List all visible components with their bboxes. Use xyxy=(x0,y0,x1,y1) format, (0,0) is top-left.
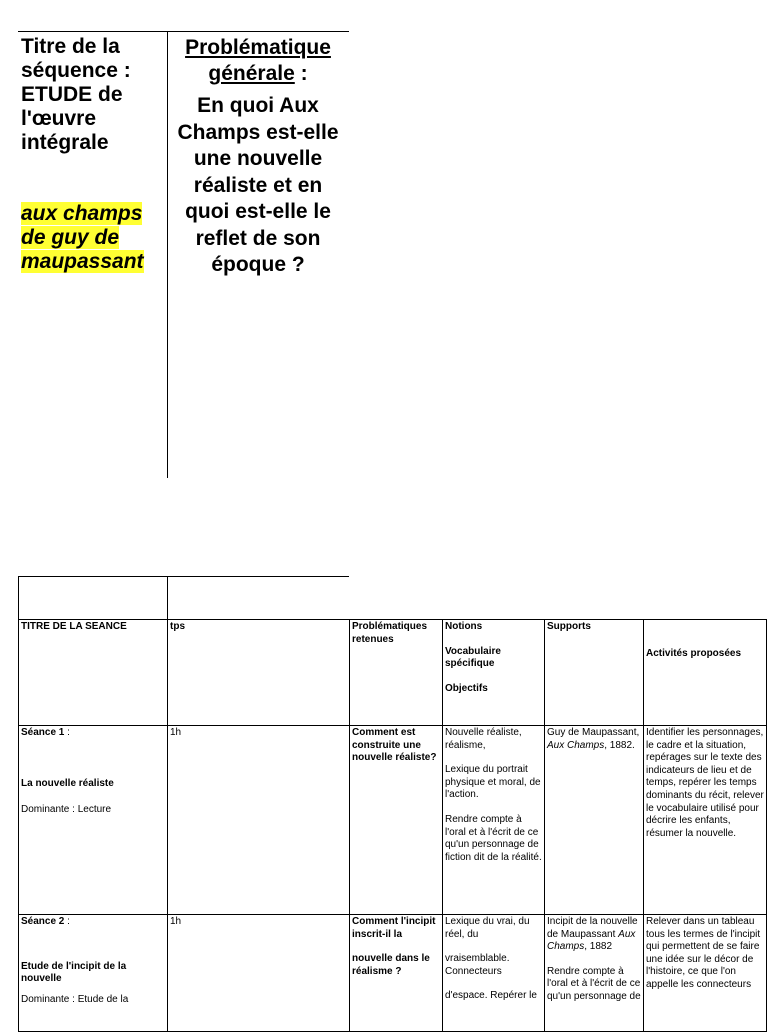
sequence-title: Titre de la séquence : ETUDE de l'œuvre intégrale xyxy=(21,35,131,154)
work-title-highlight: aux champs de guy de maupassant xyxy=(21,202,144,273)
supports-text: Guy de Maupassant, xyxy=(547,727,640,738)
supports-text: , 1882. xyxy=(604,739,635,751)
header-notions-cell xyxy=(443,620,545,726)
problematique-cell: Comment est construite une nouvelle réaliste? xyxy=(350,726,443,915)
activites-cell: Identifier les personnages, le cadre et la situation, repérages sur le texte des indicateurs de lieu et de temps, repérer les temps dominants du récit, relever le vocabulaire utilisé pour décrire les enfants, résumer la nouvelle. xyxy=(644,726,767,915)
header-tps: tps xyxy=(168,620,350,726)
tps-cell: 1h xyxy=(168,915,350,1032)
blank-cell-mid-border xyxy=(167,576,168,620)
problematique-text: Comment l'incipit inscrit-il la xyxy=(352,916,436,940)
table-row xyxy=(19,726,767,915)
notions-text: Rendre compte à l'oral et à l'écrit de ce qu'un personnage de fiction dit de la réalité. xyxy=(445,813,542,863)
problematique-block xyxy=(171,35,345,279)
supports-text: Rendre compte à l'oral et à l'écrit de ce qu'un personnage de xyxy=(547,965,641,1002)
seance-title: Etude de l'incipit de la nouvelle xyxy=(21,960,127,985)
notions-text: Lexique du vrai, du réel, du xyxy=(445,916,530,940)
seance-colon: : xyxy=(64,916,70,927)
notions-text: vraisemblable. Connecteurs xyxy=(445,953,510,977)
seance-colon: : xyxy=(64,727,70,738)
blank-cell-left-border xyxy=(18,576,19,620)
header-problematiques: Problématiques retenues xyxy=(350,620,443,726)
supports-cell xyxy=(545,915,644,1032)
problematique-heading-line xyxy=(171,35,345,87)
header-objectifs: Objectifs xyxy=(445,682,488,694)
seance-dominante: Dominante : Etude de la xyxy=(21,993,129,1005)
activites-cell: Relever dans un tableau tous les termes de l'incipit qui permettent de se faire une idée sur le décor de l'histoire, ce que l'on appelle les connecteurs xyxy=(644,915,767,1032)
notions-cell xyxy=(443,915,545,1032)
header-supports: Supports xyxy=(545,620,644,726)
notions-text: d'espace. Repérer le xyxy=(445,990,537,1002)
tps-cell: 1h xyxy=(168,726,350,915)
supports-cell xyxy=(545,726,644,915)
notions-cell xyxy=(443,726,545,915)
problematique-cell xyxy=(350,915,443,1032)
top-rule xyxy=(18,31,349,32)
notions-text: Nouvelle réaliste, réalisme, xyxy=(445,727,522,751)
problematique-colon: : xyxy=(294,62,308,85)
header-notions: Notions xyxy=(445,621,483,632)
seance-dominante: Dominante : Lecture xyxy=(21,804,112,816)
table-header-row xyxy=(19,620,767,726)
supports-work-title: Aux Champs xyxy=(547,739,605,751)
header-vocabulaire: Vocabulaire spécifique xyxy=(445,645,501,670)
seance-label: Séance 2 xyxy=(21,916,65,927)
sequence-table xyxy=(18,619,767,1032)
seance-cell xyxy=(19,726,168,915)
problematique-heading: Problématique générale xyxy=(185,36,331,85)
supports-work-title: Aux Champs xyxy=(547,928,636,953)
header-titre: TITRE DE LA SEANCE xyxy=(19,620,168,726)
blank-cell-top-border xyxy=(18,576,349,577)
problematique-text: nouvelle dans le réalisme ? xyxy=(352,953,430,977)
header-activites: Activités proposées xyxy=(644,620,767,726)
supports-text: Incipit de la nouvelle de Maupassant xyxy=(547,916,638,940)
sequence-title-block xyxy=(21,35,163,274)
table-row xyxy=(19,915,767,1032)
seance-cell xyxy=(19,915,168,1032)
column-divider xyxy=(167,32,168,478)
problematique-question: En quoi Aux Champs est-elle une nouvelle réaliste et en quoi est-elle le reflet de son époque ? xyxy=(177,94,339,276)
notions-text: Lexique du portrait physique et moral, de l'action. xyxy=(445,764,541,801)
work-title-wrap xyxy=(21,202,163,274)
seance-title: La nouvelle réaliste xyxy=(21,777,114,789)
supports-text: , 1882 xyxy=(584,941,613,953)
seance-label: Séance 1 xyxy=(21,727,65,738)
